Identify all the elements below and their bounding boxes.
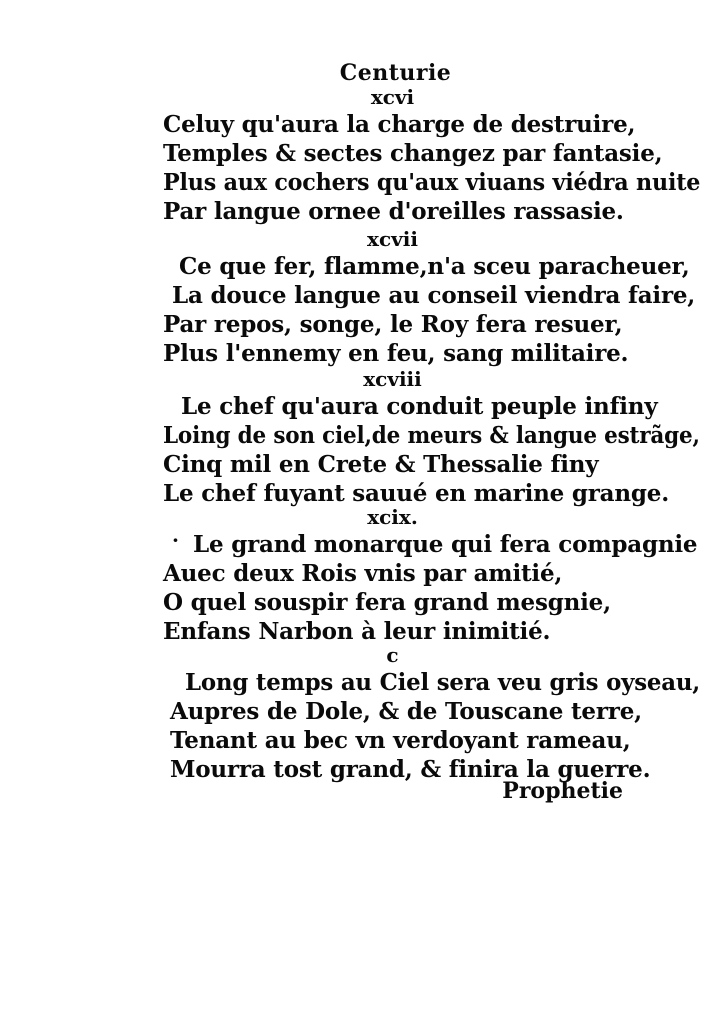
verse-line: Mourra tost grand, & finira la guerre. <box>170 756 651 783</box>
verse-line: Temples & sectes changez par fantasie, <box>163 140 663 167</box>
running-head: Centurie <box>339 60 452 86</box>
verse-line: Cinq mil en Crete & Thessalie finy <box>163 451 599 478</box>
catchword: Prophetie <box>502 778 623 804</box>
verse-line: Celuy qu'aura la charge de destruire, <box>163 111 636 138</box>
verse-line: Par repos, songe, le Roy fera resuer, <box>163 311 623 338</box>
verse-line: Le chef qu'aura conduit peuple infiny <box>181 393 658 420</box>
quatrain-number: c <box>386 643 399 667</box>
verse-line: Plus aux cochers qu'aux viuans viédra nuite <box>163 169 701 196</box>
verse-line: Ce que fer, flamme,n'a sceu paracheuer, <box>179 253 690 280</box>
quatrain-97 <box>0 226 711 368</box>
verse-line: Tenant au bec vn verdoyant rameau, <box>170 727 631 754</box>
quatrain-100 <box>0 642 711 784</box>
verse-line: La douce langue au conseil viendra faire, <box>172 282 696 309</box>
quatrain-98 <box>0 366 711 508</box>
quatrain-99 <box>0 504 711 646</box>
verse-line: Plus l'ennemy en feu, sang militaire. <box>163 340 629 367</box>
verse-line: Enfans Narbon à leur inimitié. <box>163 618 551 645</box>
verse-line: Loing de son ciel,de meurs & langue estrãge, <box>163 422 700 449</box>
quatrain-number: xcviii <box>363 367 422 391</box>
verse-line: Auec deux Rois vnis par amitié, <box>163 560 563 587</box>
verse-line: Le chef fuyant sauué en marine grange. <box>163 480 670 507</box>
quatrain-number: xcix. <box>367 505 418 529</box>
verse-line: Le grand monarque qui fera compagnie <box>193 531 698 558</box>
verse-line: Par langue ornee d'oreilles rassasie. <box>163 198 624 225</box>
quatrain-number: xcvi <box>370 85 415 109</box>
margin-mark: · <box>172 528 179 552</box>
verse-line: Long temps au Ciel sera veu gris oyseau, <box>185 669 701 696</box>
verse-line: O quel souspir fera grand mesgnie, <box>163 589 611 616</box>
quatrain-96 <box>0 84 711 226</box>
quatrain-number: xcvii <box>367 227 418 251</box>
verse-line: Aupres de Dole, & de Touscane terre, <box>170 698 642 725</box>
